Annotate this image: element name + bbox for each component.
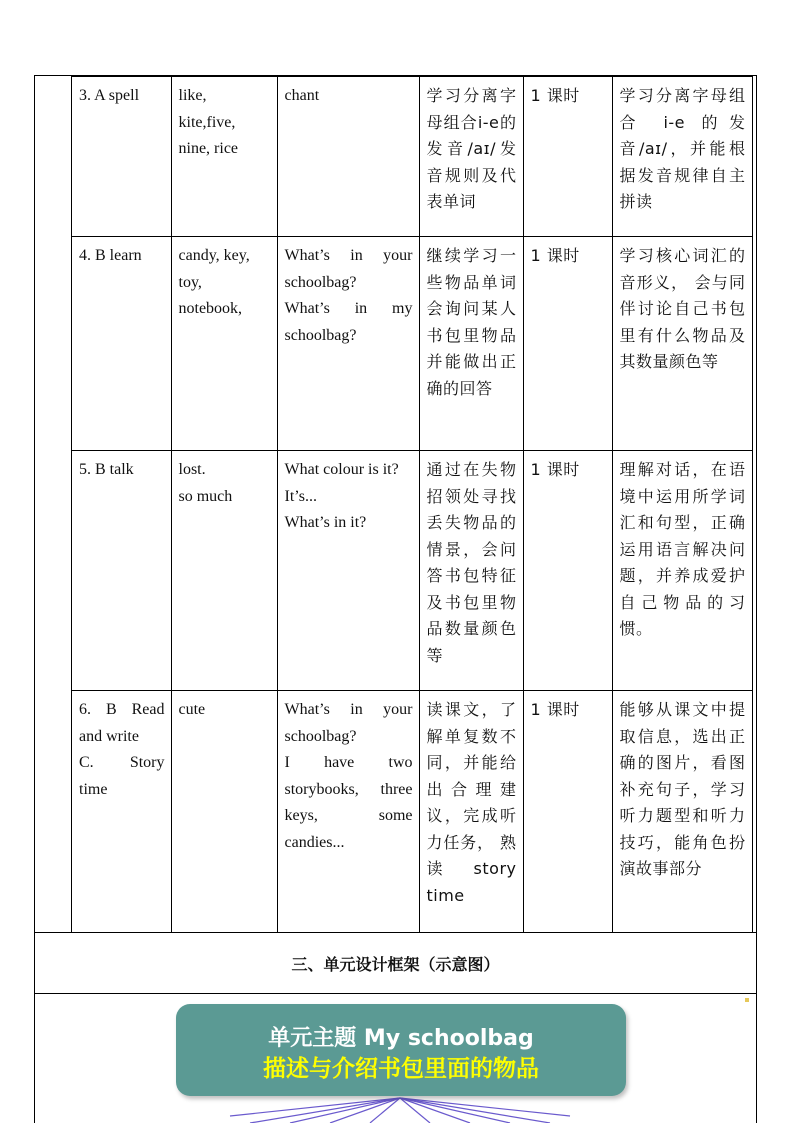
lesson-cell-line: C. Story time (79, 754, 165, 798)
content-cell: 读课文，了解单复数不同，并能给出合理建议，完成听力任务， 熟读 story time (419, 691, 523, 933)
sentence-cell-line: What’s in your schoolbag? (284, 247, 413, 291)
goal-cell: 学习核心词汇的音形义， 会与同伴讨论自己书包里有什么物品及其数量颜色等 (612, 237, 752, 451)
vocabulary-cell-line: so much (178, 487, 233, 505)
hours-cell: 1 课时 (523, 237, 612, 451)
vocabulary-cell-line: toy, (178, 273, 202, 291)
goal-cell: 能够从课文中提取信息，选出正确的图片，看图补充句子，学习听力题型和听力技巧，能角色扮演故事部分 (612, 691, 752, 933)
connector-line (250, 1098, 400, 1123)
lesson-cell-line: 3. A spell (79, 87, 140, 104)
connector-line (290, 1098, 400, 1123)
vocabulary-cell-line: kite,five, (178, 113, 236, 131)
lesson-cell-line: 6. B Read and write (79, 701, 165, 745)
unit-theme-title: 单元主题 My schoolbag (268, 1026, 534, 1051)
vocabulary-cell-line: like, (178, 87, 207, 104)
corner-mark (745, 998, 749, 1002)
sentence-cell-line: What colour is it? (284, 461, 399, 478)
vocabulary-cell-line: nine, rice (178, 140, 239, 157)
unit-theme-box (176, 1004, 626, 1096)
vocabulary-cell-line: candy, key, (178, 247, 250, 264)
content-cell: 继续学习一些物品单词会询问某人书包里物品并能做出正确的回答 (419, 237, 523, 451)
connector-line (400, 1098, 550, 1123)
hours-cell: 1 课时 (523, 451, 612, 691)
vocabulary-cell-line: lost. (178, 461, 206, 478)
hours-cell: 1 课时 (523, 77, 612, 237)
connector-line (400, 1098, 510, 1123)
sentence-cell-line: It’s... (284, 487, 317, 505)
sentence-cell-line: What’s in my schoolbag? (284, 300, 413, 344)
sentence-cell-line: chant (284, 87, 320, 104)
hours-cell: 1 课时 (523, 691, 612, 933)
content-cell: 通过在失物招领处寻找丢失物品的情景，会问答书包特征及书包里物品数量颜色等 (419, 451, 523, 691)
lesson-cell-line: 4. B learn (79, 247, 142, 264)
sentence-cell-line: What’s in your schoolbag? (284, 701, 413, 745)
vocabulary-cell-line: notebook, (178, 300, 243, 317)
goal-cell: 理解对话，在语境中运用所学词汇和句型，正确运用语言解决问题，并养成爱护自己物品的习惯。 (612, 451, 752, 691)
content-cell: 学习分离字母组合i-e的发音/aɪ/发音规则及代表单词 (419, 77, 523, 237)
goal-cell: 学习分离字母组合 i-e 的发音/aɪ/，并能根据发音规律自主拼读 (612, 77, 752, 237)
vocabulary-cell-line: cute (178, 701, 206, 718)
sentence-cell-line: What’s in it? (284, 514, 367, 531)
lesson-cell-line: 5. B talk (79, 461, 134, 478)
section-heading: 三、单元设计框架（示意图） (291, 954, 500, 974)
sentence-cell-line: I have two storybooks, three keys, some candies... (284, 754, 413, 851)
unit-theme-subtitle: 描述与介绍书包里面的物品 (263, 1056, 539, 1082)
